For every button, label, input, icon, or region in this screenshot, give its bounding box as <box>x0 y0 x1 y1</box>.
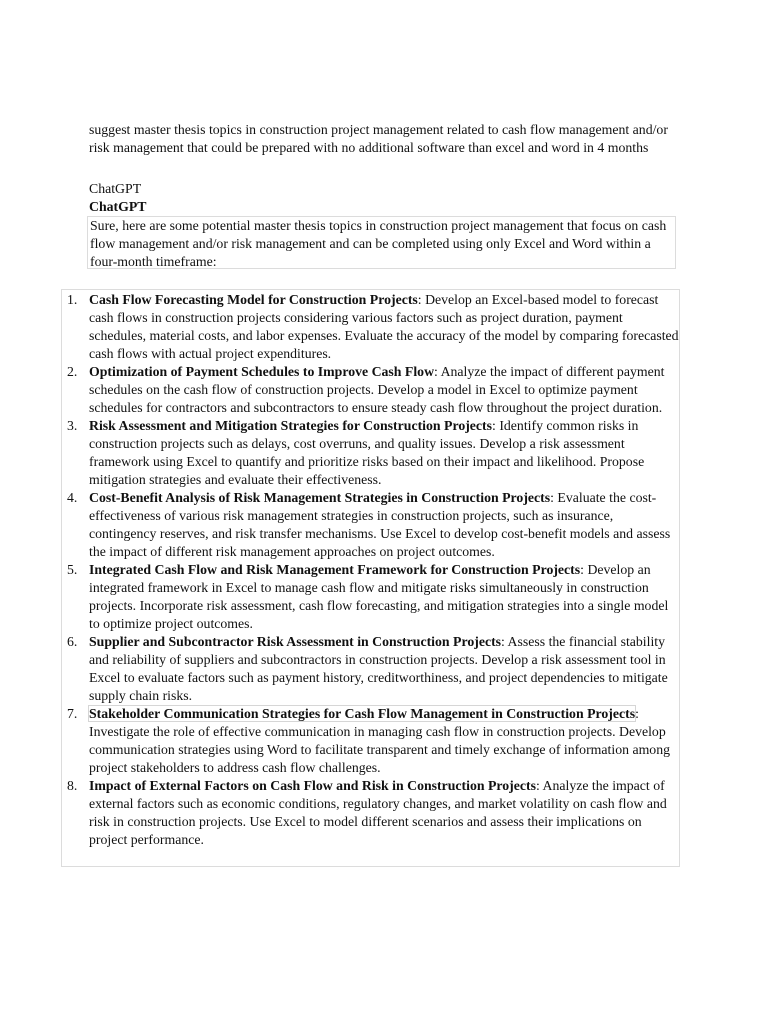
item-title: Supplier and Subcontractor Risk Assessment in Construction Projects <box>89 634 502 649</box>
response-intro: Sure, here are some potential master thesis topics in construction project management that focus on cash flow management and/or risk management and can be completed using only Excel and Word within a four-month timeframe: <box>90 218 667 269</box>
item-title: Impact of External Factors on Cash Flow and Risk in Construction Projects <box>89 778 536 793</box>
item-title: Cash Flow Forecasting Model for Construction Projects <box>89 292 418 307</box>
response-intro-box <box>87 216 676 269</box>
item-number: 2. <box>67 364 78 379</box>
speaker-label: ChatGPT <box>89 181 142 196</box>
list-item <box>62 633 680 705</box>
list-item <box>62 417 680 489</box>
speaker-label-bold: ChatGPT <box>89 199 147 214</box>
item-title: Stakeholder Communication Strategies for Cash Flow Management in Construction Projects <box>89 706 636 721</box>
item-number: 5. <box>67 562 78 577</box>
list-item <box>62 561 680 633</box>
item-title: Cost-Benefit Analysis of Risk Management Strategies in Construction Projects <box>89 490 551 505</box>
item-number: 8. <box>67 778 78 793</box>
item-title: Optimization of Payment Schedules to Improve Cash Flow <box>89 364 435 379</box>
list-item <box>62 363 680 417</box>
item-title: Risk Assessment and Mitigation Strategies for Construction Projects <box>89 418 493 433</box>
list-item <box>62 291 680 363</box>
user-prompt: suggest master thesis topics in construction project management related to cash flow management and/or risk management that could be prepared with no additional software than excel and word in 4 months <box>89 122 668 155</box>
item-number: 7. <box>67 706 78 721</box>
item-text: : Develop an Excel-based model to forecast cash flows in construction projects considering various factors such as project duration, payment schedules, material costs, and labor expenses. Evaluate the accuracy of the model by comparing forecasted cash flows with actual project expenditures. <box>89 292 679 361</box>
topics-list-box <box>61 289 680 867</box>
item-text: : Analyze the impact of external factors such as economic conditions, regulatory changes, and market volatility on cash flow and risk in construction projects. Use Excel to model different scenarios and assess their implications on project performance. <box>89 778 667 847</box>
item-text: : Assess the financial stability and reliability of suppliers and subcontractors in construction projects. Develop a risk assessment tool in Excel to evaluate factors such as payment history, creditworthiness, and project dependencies to mitigate supply chain risks. <box>89 634 668 703</box>
item-title: Integrated Cash Flow and Risk Management Framework for Construction Projects <box>89 562 581 577</box>
topics-list <box>62 291 681 849</box>
item-number: 3. <box>67 418 78 433</box>
item-text: : Evaluate the cost-effectiveness of various risk management strategies in construction projects, such as insurance, contingency reserves, and risk transfer mechanisms. Use Excel to develop cost-benefit models and assess the impact of different risk management approaches on project outcomes. <box>89 490 671 559</box>
item-text: : Develop an integrated framework in Excel to manage cash flow and mitigate risks simultaneously in construction projects. Incorporate risk assessment, cash flow forecasting, and mitigation strategies into a single model to optimize project outcomes. <box>89 562 669 631</box>
item-number: 6. <box>67 634 78 649</box>
list-item <box>62 705 680 777</box>
item-number: 1. <box>67 292 78 307</box>
list-item <box>62 777 680 849</box>
item-number: 4. <box>67 490 78 505</box>
item-text: : Identify common risks in construction projects such as delays, cost overruns, and quality issues. Develop a risk assessment framework using Excel to quantify and prioritize risks based on their impact and likelihood. Propose mitigation strategies and evaluate their effectiveness. <box>89 418 645 487</box>
item-text: : Analyze the impact of different payment schedules on the cash flow of construction projects. Develop a model in Excel to optimize payment schedules for contractors and subcontractors to ensure steady cash flow throughout the project duration. <box>89 364 665 415</box>
item-text: : Investigate the role of effective communication in managing cash flow in construction projects. Develop communication strategies using Word to facilitate transparent and timely exchange of information among project stakeholders to address cash flow challenges. <box>89 706 670 775</box>
list-item <box>62 489 680 561</box>
